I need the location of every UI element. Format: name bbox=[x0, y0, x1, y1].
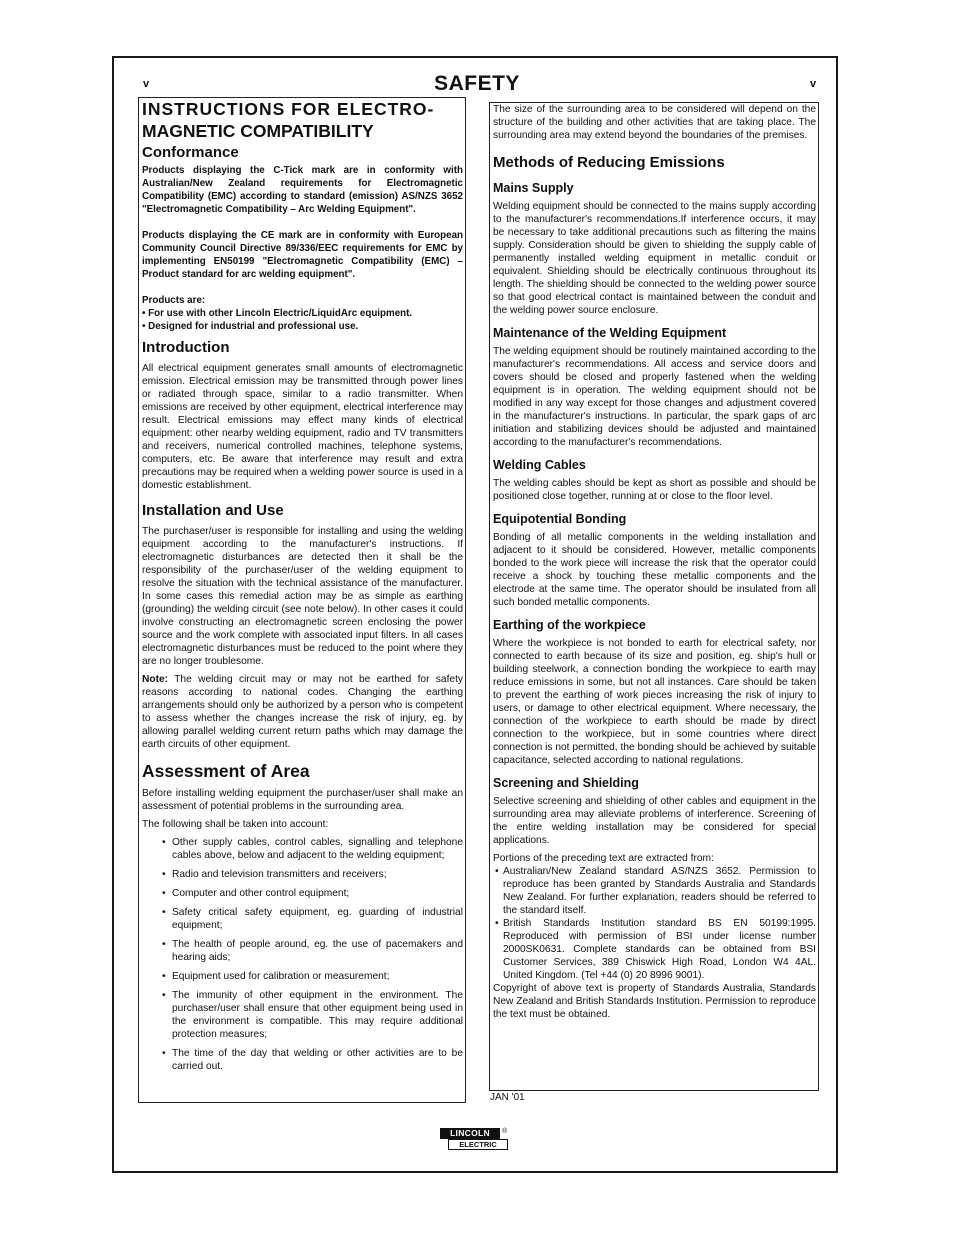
cables-paragraph: The welding cables should be kept as short as possible and should be positioned close together, running at or close to the floor level. bbox=[493, 478, 816, 502]
earthing-paragraph: Where the workpiece is not bonded to earth for electrical safety, nor connected to earth because of its size and position, eg. ship's hull or building steelwork, a connection bonding the workpiece to earth may reduce emissions in some, but not all instances. Care should be taken to prevent the earthing of work pieces increasing the risk of injury to users, or damage to other electrical equipment. Where necessary, the connection of the workpiece to earth should be made by direct connection to the workpiece, but in some countries where direct connection is not permitted, the bonding should be achieved by suitable capacitance, selected according to national regulations. bbox=[493, 638, 816, 766]
mains-paragraph: Welding equipment should be connected to the mains supply according to the manufacturer's recommendations.If interference occurs, it may be necessary to take additional precautions such as filtering the mains supply. Consideration should be given to shielding the supply cable of permanently installed welding equipment in metallic conduit or equivalent. Shielding should be electrically continuous throughout its length. The shielding should be connected to the welding power source so that good electrical contact is maintained between the conduit and the welding power source enclosure. bbox=[493, 201, 816, 316]
maintenance-paragraph: The welding equipment should be routinely maintained according to the manufacturer's recommendations. All access and service doors and covers should be closed and properly fastened when the welding equipment is in operation. The welding equipment should not be modified in any way except for those changes and adjustment covered in the manufacturer's instructions. In particular, the spark gaps of arc initiation and stabilizing devices should be adjusted and maintained according to the manufacturer's recommendations. bbox=[493, 346, 816, 448]
revision-date: JAN '01 bbox=[490, 1092, 525, 1103]
assessment-list bbox=[142, 836, 463, 1073]
methods-heading: Methods of Reducing Emissions bbox=[493, 154, 725, 171]
list-item: • Other supply cables, control cables, signalling and telephone cables above, below and adjacent to the welding equipment; bbox=[172, 836, 463, 862]
equipotential-paragraph: Bonding of all metallic components in the welding installation and adjacent to it should be considered. However, metallic components bonded to the work piece will increase the risk that the operator could receive a shock by touching these metallic components and the electrode at the same time. The operator should be insulated from all such bonded metallic components. bbox=[493, 532, 816, 608]
list-item: • Computer and other control equipment; bbox=[172, 887, 463, 900]
page-mark-right: v bbox=[810, 78, 817, 90]
conformance-ce-paragraph: Products displaying the CE mark are in conformity with European Community Council Directive 89/336/EEC requirements for EMC by implementing EN50199 "Electromagnetic Compatibility (EMC) – Product standard for arc welding equipment". bbox=[142, 230, 463, 280]
right-column bbox=[489, 102, 819, 1091]
note-label: Note: bbox=[142, 674, 169, 685]
main-heading-line1: INSTRUCTIONS FOR ELECTRO- bbox=[142, 99, 435, 119]
sources-intro: Portions of the preceding text are extracted from: bbox=[493, 853, 714, 864]
list-item: • For use with other Lincoln Electric/LiquidArc equipment. bbox=[142, 308, 413, 319]
list-item: • Australian/New Zealand standard AS/NZS 3652. Permission to reproduce has been granted by Standards Australia and Standards New Zealand. For further explanation, readers should be referred to the standard itself. bbox=[503, 865, 816, 917]
introduction-paragraph: All electrical equipment generates small amounts of electromagnetic emission. Electrical emission may be transmitted through power lines or radiated through space, similar to a radio transmitter. When emissions are received by other equipment, electrical interference may result. Electrical emissions may effect many kinds of electrical equipment: other nearby welding equipment, radio and TV transmitters and receivers, numerical controlled machines, telephone systems, computers, etc. Be aware that interference may result and extra precautions may be required when a welding power source is used in a domestic establishment. bbox=[142, 363, 463, 491]
assessment-heading: Assessment of Area bbox=[142, 761, 310, 781]
list-item: • British Standards Institution standard BS EN 50199:1995. Reproduced with permission of BSI under license number 2000SK0631. Complete standards can be obtained from BSI Customer Services, 389 Chiswick High Road, London W4 4AL. United Kingdom. (Tel +44 (0) 20 8996 9001). bbox=[503, 917, 816, 982]
list-item: • The health of people around, eg. the use of pacemakers and hearing aids; bbox=[172, 938, 463, 964]
main-heading-line2: MAGNETIC COMPATIBILITY bbox=[142, 121, 374, 141]
installation-paragraph: The purchaser/user is responsible for installing and using the welding equipment according to the manufacturer's instructions. If electromagnetic disturbances are detected then it shall be the responsibility of the purchaser/user of the welding equipment to resolve the situation with the technical assistance of the manufacturer. In some cases this remedial action may be as simple as earthing (grounding) the welding circuit (see note below). In other cases it could involve constructing an electromagnetic screen enclosing the power source and the work complete with associated input filters. In all cases electromagnetic disturbances must be reduced to the point where they are no longer troublesome. bbox=[142, 526, 463, 667]
logo-top-text: LINCOLN bbox=[440, 1128, 500, 1139]
logo-registered-mark: ® bbox=[502, 1128, 508, 1135]
logo-bottom-text: ELECTRIC bbox=[448, 1139, 508, 1150]
copyright-paragraph: Copyright of above text is property of Standards Australia, Standards New Zealand and British Standards Institution. Permission to reproduce the text must be obtained. bbox=[493, 983, 816, 1020]
cables-heading: Welding Cables bbox=[493, 458, 586, 472]
screening-heading: Screening and Shielding bbox=[493, 776, 639, 790]
products-list bbox=[142, 307, 463, 333]
conformance-ctick-paragraph: Products displaying the C-Tick mark are in conformity with Australian/New Zealand requirements for Electromagnetic Compatibility (EMC) according to standard (emission) AS/NZS 3652 "Electromagnetic Compatibility – Arc Welding Equipment". bbox=[142, 165, 463, 215]
screening-paragraph: Selective screening and shielding of other cables and equipment in the surrounding area may alleviate problems of interference. Screening of the entire welding installation may be considered for special applications. bbox=[493, 796, 816, 846]
maintenance-heading: Maintenance of the Welding Equipment bbox=[493, 326, 727, 340]
list-item: • The immunity of other equipment in the environment. The purchaser/user shall ensure that other equipment being used in the environment is compatible. This may require additional protection measures; bbox=[172, 989, 463, 1041]
introduction-heading: Introduction bbox=[142, 339, 230, 356]
left-column bbox=[138, 97, 466, 1103]
surrounding-area-paragraph: The size of the surrounding area to be considered will depend on the structure of the building and other activities that are taking place. The surrounding area may extend beyond the boundaries of the premises. bbox=[493, 104, 816, 141]
earthing-heading: Earthing of the workpiece bbox=[493, 618, 646, 632]
assessment-intro: The following shall be taken into account: bbox=[142, 819, 329, 830]
list-item: • Designed for industrial and professional use. bbox=[142, 321, 359, 332]
products-label: Products are: bbox=[142, 295, 206, 306]
equipotential-heading: Equipotential Bonding bbox=[493, 512, 627, 526]
installation-note bbox=[142, 673, 463, 751]
mains-heading: Mains Supply bbox=[493, 181, 574, 195]
sources-list bbox=[493, 865, 816, 982]
page-title: SAFETY bbox=[434, 72, 520, 95]
list-item: • Equipment used for calibration or measurement; bbox=[172, 970, 463, 983]
conformance-heading: Conformance bbox=[142, 144, 239, 161]
page-mark-left: v bbox=[143, 78, 150, 90]
note-text: The welding circuit may or may not be earthed for safety reasons according to national codes. Changing the earthing arrangements should only be authorized by a person who is competent to assess whether the changes increase the risk of injury, eg. by allowing parallel welding current return paths which may damage the earth circuits of other equipment. bbox=[142, 674, 463, 750]
lincoln-electric-logo bbox=[440, 1128, 510, 1152]
installation-heading: Installation and Use bbox=[142, 502, 284, 519]
list-item: • The time of the day that welding or other activities are to be carried out. bbox=[172, 1047, 463, 1073]
assessment-paragraph: Before installing welding equipment the purchaser/user shall make an assessment of potential problems in the surrounding area. bbox=[142, 788, 463, 812]
list-item: • Safety critical safety equipment, eg. guarding of industrial equipment; bbox=[172, 906, 463, 932]
list-item: • Radio and television transmitters and receivers; bbox=[172, 868, 463, 881]
